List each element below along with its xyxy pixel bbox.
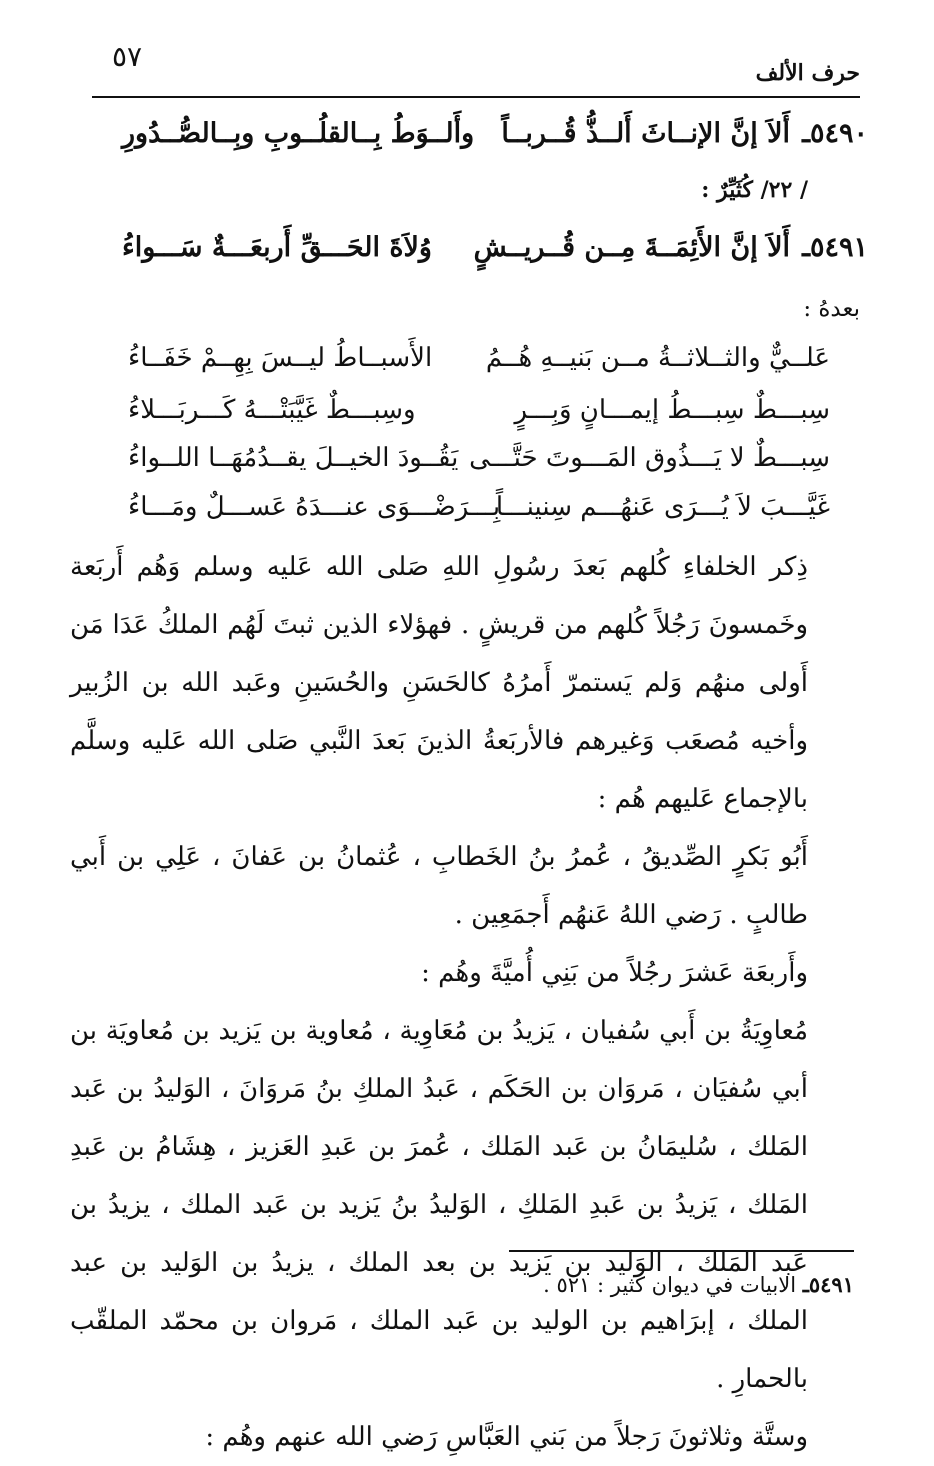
footnote (543, 1272, 854, 1297)
poem-line-1-left: الأَسبــاطُ ليــسَ بِهِــمْ خَفَــاءُ (128, 343, 433, 373)
verse-5491-second-hemistich: وُلاَةَ الحَـــقِّ أَربعَـــةٌ سَـــواءُ (122, 232, 432, 263)
header-rule (92, 96, 860, 98)
verse-number-5491: ٥٤٩١ـ (802, 232, 868, 263)
paragraph-umayyads-list: مُعاوِيَةُ بن أَبي سُفيان ، يَزيدُ بن مُعَاوِية ، مُعاوية بن يَزيد بن مُعاويَة بن أبي سُفيَان ، مَروَان بن الحَكَم ، عَبدُ الملكِ بنُ مَروَانَ ، الوَليدُ بن عَبد المَلك ، سُليمَانُ بن عَبد المَلك ، عُمرَ بن عَبدِ العَزيز ، هِشَامُ بن عَبدِ المَلك ، يَزيدُ بن عَبدِ المَلكِ ، الوَليدُ بنُ يَزيد بن عَبد الملك ، يزيدُ بن عَبد المَلك ، الوَليد بن يَزيد بن بعد الملك ، يزيدُ بن الوَليد بن عبد الملك ، إبرَاهيم بن الوليد بن عَبد الملك ، مَروان بن محمّد الملقّب بالحمارِ . (70, 1016, 808, 1394)
verse-5490-attribution: / ٢٢/ كُثَيِّرٌ : (701, 177, 808, 203)
poem-line-3-right: سِبـــطٌ لا يَـــذُوق المَـــوتَ حَتَّـــى (469, 443, 830, 473)
poem-line-3-left: يَقُــودَ الخيــلَ يقــدُمُهَــا اللــواءُ (128, 443, 459, 473)
page-number: ٥٧ (112, 40, 143, 73)
footnote-text: الابيات في ديوان كثير : ٥٢١ . (543, 1273, 797, 1297)
verse-5491-first-hemistich: أَلاَ إنَّ الأَئِمَــةَ مِــن قُــريــشٍ (473, 232, 790, 263)
prose-body (70, 538, 860, 1466)
paragraph-abbasids-intro: وستَّة وثلاثونَ رَجلاً من بَني العَبَّاسِ رَضي الله عنهم وهُم : (205, 1422, 808, 1452)
poem-line-1-right: عَلــيٌّ والثــلاثــةُ مــن بَنيــهِ هُــمُ (485, 343, 830, 373)
poem-line-2-left: وسِبـــطٌ غَيَّبَتْـــهُ كَـــربَـــلاءُ (128, 395, 416, 425)
verse-5490-first-hemistich: أَلاَ إنَّ الإنــاثَ أَلــذُّ قُــربــاً (501, 118, 790, 149)
running-header: حرف الألف (755, 60, 860, 86)
poem-line-4-right: غَيَّـــبَ لاَ يُـــرَى عَنهُـــم سِنينـــاً (495, 492, 830, 522)
footnote-number: ٥٤٩١ـ (802, 1272, 854, 1297)
poem-line-4-left: بِـــرَضْـــوَى عنـــدَهُ عَســـلٌ ومَـــاءُ (128, 492, 501, 522)
verse-number-5490: ٥٤٩٠ـ (802, 118, 868, 149)
after-label: بعدهُ : (803, 296, 860, 322)
footnote-rule (509, 1250, 854, 1252)
paragraph-rightly-guided: أَبُو بَكرٍ الصِّديقُ ، عُمرُ بنُ الخَطابِ ، عُثمانُ بن عَفانَ ، عَلِي بن أَبي طالبٍ . رَضي اللهُ عَنهُم أَجمَعِين . (70, 842, 808, 930)
verse-5490-second-hemistich: وأَلــوَطُ بِــالقلُــوبِ وبِــالصُّــدُورِ (122, 118, 475, 149)
paragraph-umayyads-intro: وأَربعَة عَشرَ رجُلاً من بَنِي أُميَّةَ وهُم : (421, 958, 808, 988)
poem-line-2-right: سِبـــطٌ سِبـــطُ إيمـــانٍ وَبِـــرٍ (514, 395, 830, 425)
paragraph-caliphs-intro: ذِكر الخلفاءِ كُلهم بَعدَ رسُولِ اللهِ صَلى الله عَليه وسلم وَهُم أَربَعة وخَمسونَ رَجُلاً كُلهم من قريشٍ . فهؤلاء الذين ثبتَ لَهُم الملكُ عَدَا مَن أَولى منهُم وَلم يَستمرّ أَمرُهُ كالحَسَنِ والحُسَينِ وعَبد الله بن الزُبير وأخيه مُصعَب وَغيرهم فالأربَعةُ الذينَ بَعدَ النَّبي صَلى الله عَليه وسلَّم بالإجماع عَليهم هُم : (70, 552, 808, 814)
